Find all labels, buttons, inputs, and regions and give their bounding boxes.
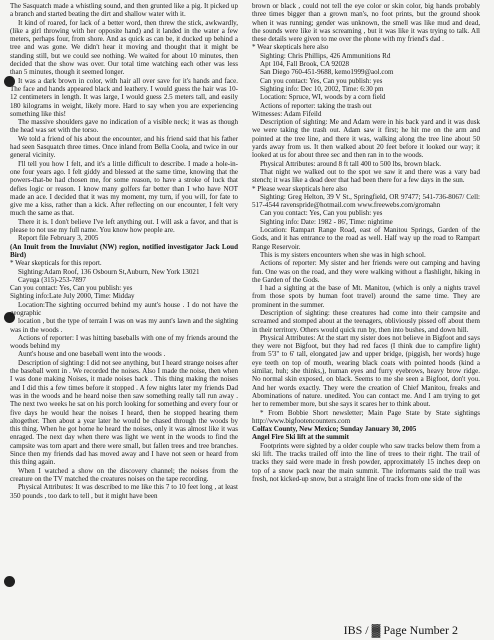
paragraph: Can you contact: Yes, Can you publish: yes bbox=[260, 76, 383, 85]
paragraph: brown or black , could not tell the eye color or skin color, big hands probably three times bigger than a grown man's, no foot prints, but the ground shook when it was running; gender was unknown, the smell was like mud and dead, the sounds were like it was screaming , but it was like it was trying to talk. All these details were given to me over the phone with my friend's dad . bbox=[252, 2, 480, 44]
paragraph: * Wear skepticals for this report. bbox=[10, 259, 102, 268]
paragraph: Colfax County, New Mexico; Sunday January 30, 2005 bbox=[252, 425, 417, 434]
paragraph: That night we walked out to the spot we saw it and there was a vary bad stench; it was like a dead deer that had been there for a few days in the sun. bbox=[252, 167, 480, 185]
punch-hole-bottom bbox=[4, 576, 15, 587]
paragraph: Actions of reporter: My sister and her friends were out camping and having fun. One was on the road, and they were walking without a flashlight, hiking in the Garden of the Gods. bbox=[252, 259, 480, 284]
paragraph: Aunt's house and one baseball went into the woods . bbox=[18, 350, 166, 359]
paragraph: Physical Attributes: At the start my sister does not believe in Bigfoot and says they were not Bigfoot, but they had red faces (I think due to campfire light) from 5'3" to 6' tall, elongated jaw and upper bridge, (piggish, her words) huge eye teeth on top of mouth, wearing black coats with pointed hoods (kind a similar, huh; she thinks,), human eyes and furry eyebrows, heavy brow ridge. No normal skin exposed, on black. Seems to me she seen a Bigfoot, don't you. And her words exactly. They were the creation of Chief Manitou, freaks and Abominations of nature. unedited. You can contact me. And I am trying to get her to remember more, but she says it scares her to think about. bbox=[252, 333, 480, 409]
paragraph: Physical Attributes: around 8 ft tall 400 to 500 lbs, brown black. bbox=[260, 159, 442, 168]
paragraph: We told a friend of his about the encounter, and his friend said that his father had seen Sasquatch three times. Once inland from Bella Coola, and twice in our general vicinity. bbox=[10, 134, 238, 160]
paragraph: The Sasquatch made a whistling sound, and then grunted like a pig. It picked up a branch and started beating the dirt and shallow water with it. bbox=[10, 2, 238, 19]
paragraph: There it is. I don't believe I've left anything out. I will ask a favor, and that is please to not use my full name. You know how people are. bbox=[10, 217, 238, 235]
paragraph: Location: Rampart Range Road, east of Manitou Springs, Garden of the Gods, and it has entrance to the road as well. Half way up the road to Rampart Range Reservoir. bbox=[252, 226, 480, 251]
paragraph: (An Inuit from the Inuvialut (NW) region, notified investigator Jack Loud Bird) bbox=[10, 242, 238, 259]
paragraph: Physical Attributes: It was described to me like this 7 to 10 feet long , at least 350 pounds , too dark to tell , but it might have been bbox=[10, 483, 238, 500]
paragraph: Cayuga (315)-253-7897 bbox=[18, 275, 86, 284]
paragraph: I'll tell you how I felt, and it's a little difficult to describe. I made a hole-in-one four years ago. I felt giddy and blessed at the same time, knowing that the powers-that-be had chosen me, for some reason, to have a stroke of luck that defies logic or reason. I know many golfers far better than I who have NOT made an ace. I decided that it was my moment, my turn, if you will, for fate to give me a kiss, rather than a kick. After reflecting on our encounter, I felt very much the same as that. bbox=[10, 159, 238, 218]
paragraph: This is my sisters encounters when she was in high school. bbox=[260, 250, 426, 259]
paragraph: Can you contact: Yes, Can you publish: yes bbox=[10, 284, 133, 293]
paragraph: Sighting info:Late July 2000, Time: Midday bbox=[10, 292, 135, 301]
paragraph: * Please wear skepticals here also bbox=[252, 184, 348, 193]
paragraph: Sighting: Greg Helton, 39 V St., Springfield, OR 97477; 541-736-8067/ Cell: 517-4544 ravenspride@hotmail.com www.freewebs.com/gromahn bbox=[252, 192, 480, 210]
right-column bbox=[252, 2, 480, 483]
paragraph: Sighting: Chris Phillips, 426 Ammunitions Rd bbox=[260, 51, 391, 60]
paragraph: Description of sighting: I did not see anything, but I heard strange noises after the baseball went in . We recorded the noises. Also I made the noise, then when I was done making Noises, it made noises back . This thing making the noises and I did this a few times before it stopped . A few nights later my friends Dad was in the woods and he heard noise then saw something really tall run away . The next two weeks he sat on his porch looking for something and every four or five days he would hear the noises I heard, then he stopped hearing them altogether. Then about a year later he would be chased through the woods by this thing. When he got home he heard the noises, only it was almost like it was enraged. The next day when there was light we went in the woods to find the campsite was torn apart and there were small, but fallen trees and tree branches. Since then my friends dad has moved away and I have not seen or heard from this thing again. bbox=[10, 358, 238, 467]
paragraph: Actions of reporter: I was hitting baseballs with one of my friends around the woods behind my bbox=[10, 333, 238, 351]
paragraph: Location:The sighting occurred behind my aunt's house . I do not have the geographic bbox=[10, 300, 238, 317]
paragraph: The massive shoulders gave no indication of a visible neck; it was as though the head was set with the torso. bbox=[10, 118, 238, 135]
paragraph: Actions of reporter: taking the trash out bbox=[260, 101, 372, 110]
paragraph: Footprints were sighted by a older couple who saw tracks below them from a ski lift. The tracks trailed off into the line of trees to their right. The trail of tracks they said were made in fresh powder, approximately 15 inches deep on top of a snow pack near the main summit. The informants said the trail was fresh, not kicked-up snow, but a straight line of tracks from one side of the bbox=[252, 441, 480, 483]
paragraph: Witnesses: Adam Fifeild bbox=[252, 109, 322, 118]
paragraph: location , but the type of terrain I was on was my aunt's lawn and the sighting was in the woods . bbox=[10, 317, 238, 334]
paragraph: Location: Spruce, WI, woods by a corn field bbox=[260, 93, 386, 102]
paragraph: When I watched a show on the discovery channel; the noises from the creature on the TV matched the creatures noises on the tape recording. bbox=[10, 466, 238, 483]
paragraph: * Wear skepticals here also bbox=[252, 43, 329, 52]
paragraph: San Diego 760-451-9688, kemo1999@aol.com bbox=[260, 68, 394, 77]
paragraph: Description of sighting: Me and Adam were in his back yard and it was dusk we were taking the trash out. Adam saw it first; he hit me on the arm and pointed at the tree line, and there it was, walking along the tree line about 50 yards away from us. It then walked about 20 feet before it looked our way; it looked at us for about three sec and then ran in to the woods. bbox=[252, 118, 480, 160]
paragraph: * From Bobbie Short newsletter; Main Page State by State sightings http://www.bigfootencounters.com bbox=[252, 408, 480, 425]
paragraph: Sighting:Adam Roof, 136 Osbourn St,Auburn, New York 13021 bbox=[18, 267, 200, 276]
page-footer: IBS / ▓ Page Number 2 bbox=[343, 623, 458, 637]
paragraph: It kind of roared, for lack of a better word, then threw the stick, awkwardly, (like a girl throwing with her opposite hand) and it landed in the water a few meters, perhaps four, from shore. And as quick as can be, it ducked up behind a tree and was gone. We didn't hear it moving and thought that it might be standing still, but we could see nothing. We waited for about 10 minutes, then decided that the show was over. Our total time watching each other was less than 5 minutes, though it seemed longer. bbox=[10, 18, 238, 77]
paragraph: Report file February 3, 2005 bbox=[18, 234, 99, 243]
paragraph: It was a dark brown in color, with hair all over save for it's hands and face. The face and hands appeared black and leathery. I would guess the hair was 10-12 centimeters in length. It was large, I would guess 2.5 meters tall, and easily 180 kilograms in weight, likely more. Hard to say when you are experiencing something like this! bbox=[10, 76, 238, 118]
paragraph: Sighting info: Date: 1982 - 86', Time: nightime bbox=[260, 217, 393, 226]
paragraph: I had a sighting at the base of Mt. Manitou, (which is only a nights travel from those spots by human foot travel) around the same time. They are prominent in the summer. bbox=[252, 284, 480, 309]
paragraph: Description of sighting: these creatures had come into their campsite and screamed and stomped about at the teenagers, obliviously pissed off about them in their territory. Others would quick run by, then into bushes, and down hill. bbox=[252, 308, 480, 334]
paragraph: Can you contact: Yes, Can you publish: yes bbox=[260, 209, 383, 218]
paragraph: Apt 104, Fall Brook, CA 92028 bbox=[260, 60, 350, 69]
paragraph: Angel Fire Ski lift at the summit bbox=[252, 433, 349, 442]
left-column bbox=[10, 2, 238, 500]
paragraph: Sighting info: Dec 10, 2002, Time: 6:30 pm bbox=[260, 84, 384, 93]
